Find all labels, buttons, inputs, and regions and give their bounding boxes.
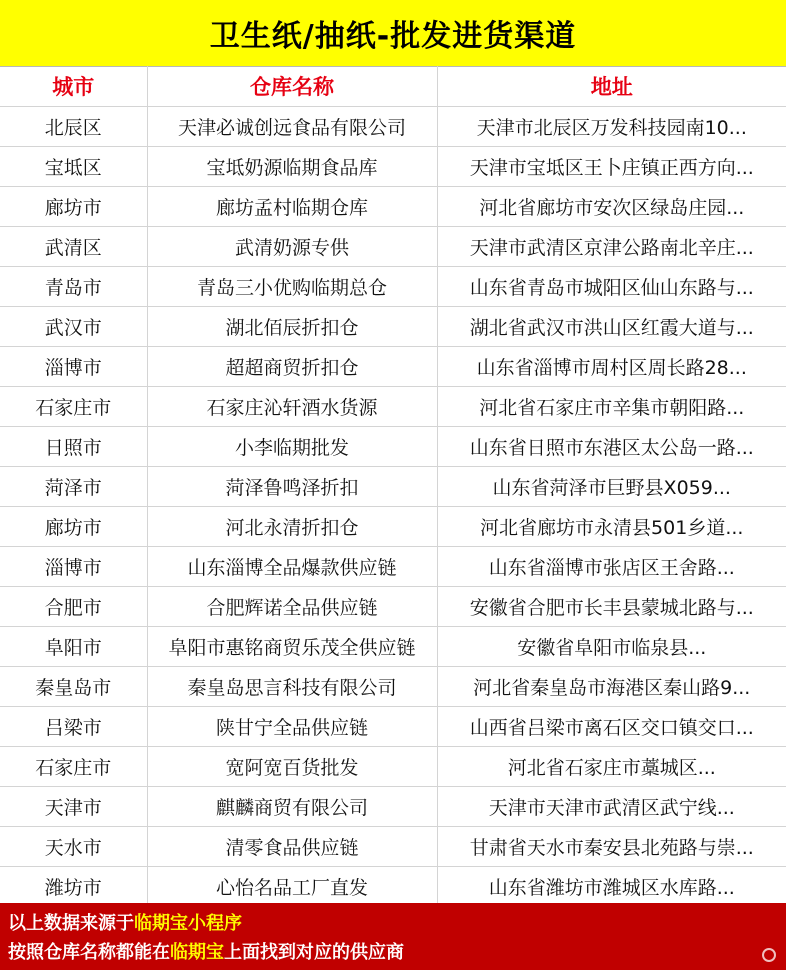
cell-warehouse-name: 合肥辉诺全品供应链 — [147, 587, 437, 627]
header-address: 地址 — [437, 66, 786, 107]
cell-city: 石家庄市 — [0, 747, 147, 787]
supplier-table — [0, 66, 786, 907]
cell-warehouse-name: 山东淄博全品爆款供应链 — [147, 547, 437, 587]
table-row — [0, 387, 786, 427]
cell-city: 合肥市 — [0, 587, 147, 627]
cell-warehouse-name: 菏泽鲁鸣泽折扣 — [147, 467, 437, 507]
table-row — [0, 467, 786, 507]
cell-warehouse-name: 廊坊孟村临期仓库 — [147, 187, 437, 227]
header-warehouse-name: 仓库名称 — [147, 66, 437, 107]
cell-warehouse-name: 河北永清折扣仓 — [147, 507, 437, 547]
cell-address: 河北省廊坊市安次区绿岛庄园... — [437, 187, 786, 227]
cell-address: 甘肃省天水市秦安县北苑路与崇... — [437, 827, 786, 867]
footer-line-2-highlight: 临期宝 — [170, 942, 224, 963]
table-row — [0, 667, 786, 707]
footer-line-1-text: 以上数据来源于 — [8, 913, 134, 934]
cell-city: 宝坻区 — [0, 147, 147, 187]
table-row — [0, 307, 786, 347]
cell-address: 安徽省阜阳市临泉县... — [437, 627, 786, 667]
cell-warehouse-name: 宽阿宽百货批发 — [147, 747, 437, 787]
cell-city: 淄博市 — [0, 347, 147, 387]
table-row — [0, 347, 786, 387]
footer-line-1 — [8, 909, 778, 938]
cell-address: 湖北省武汉市洪山区红霞大道与... — [437, 307, 786, 347]
cell-address: 河北省廊坊市永清县501乡道... — [437, 507, 786, 547]
cell-address: 河北省秦皇岛市海港区秦山路9... — [437, 667, 786, 707]
footer-line-1-highlight: 临期宝小程序 — [134, 913, 242, 934]
cell-city: 天水市 — [0, 827, 147, 867]
cell-address: 山东省菏泽市巨野县X059... — [437, 467, 786, 507]
cell-city: 阜阳市 — [0, 627, 147, 667]
cell-warehouse-name: 武清奶源专供 — [147, 227, 437, 267]
cell-warehouse-name: 超超商贸折扣仓 — [147, 347, 437, 387]
table-row — [0, 147, 786, 187]
cell-warehouse-name: 麒麟商贸有限公司 — [147, 787, 437, 827]
cell-address: 河北省石家庄市藁城区... — [437, 747, 786, 787]
table-row — [0, 227, 786, 267]
cell-warehouse-name: 宝坻奶源临期食品库 — [147, 147, 437, 187]
cell-address: 天津市宝坻区王卜庄镇正西方向... — [437, 147, 786, 187]
header-row — [0, 66, 786, 107]
cell-warehouse-name: 心怡名品工厂直发 — [147, 867, 437, 907]
cell-city: 廊坊市 — [0, 507, 147, 547]
cell-address: 山东省日照市东港区太公岛一路... — [437, 427, 786, 467]
header-city: 城市 — [0, 66, 147, 107]
cell-city: 石家庄市 — [0, 387, 147, 427]
table-row — [0, 707, 786, 747]
table-row — [0, 587, 786, 627]
cell-warehouse-name: 小李临期批发 — [147, 427, 437, 467]
cell-address: 山东省淄博市张店区王舍路... — [437, 547, 786, 587]
cell-address: 山东省青岛市城阳区仙山东路与... — [437, 267, 786, 307]
cell-address: 天津市北辰区万发科技园南10... — [437, 107, 786, 147]
cell-warehouse-name: 湖北佰辰折扣仓 — [147, 307, 437, 347]
table-row — [0, 827, 786, 867]
table-row — [0, 787, 786, 827]
cell-warehouse-name: 石家庄沁轩酒水货源 — [147, 387, 437, 427]
cell-city: 淄博市 — [0, 547, 147, 587]
table-row — [0, 267, 786, 307]
cell-city: 武汉市 — [0, 307, 147, 347]
footer-note — [0, 903, 786, 970]
cell-address: 天津市天津市武清区武宁线... — [437, 787, 786, 827]
cell-address: 山西省吕梁市离石区交口镇交口... — [437, 707, 786, 747]
cell-warehouse-name: 阜阳市惠铭商贸乐茂全供应链 — [147, 627, 437, 667]
page-title: 卫生纸/抽纸-批发进货渠道 — [0, 0, 786, 67]
watermark-icon — [762, 948, 776, 962]
cell-city: 廊坊市 — [0, 187, 147, 227]
cell-warehouse-name: 秦皇岛思言科技有限公司 — [147, 667, 437, 707]
cell-city: 日照市 — [0, 427, 147, 467]
table-row — [0, 507, 786, 547]
footer-line-2-suffix: 上面找到对应的供应商 — [224, 942, 404, 963]
cell-city: 秦皇岛市 — [0, 667, 147, 707]
cell-address: 山东省淄博市周村区周长路28... — [437, 347, 786, 387]
cell-warehouse-name: 陕甘宁全品供应链 — [147, 707, 437, 747]
cell-warehouse-name: 天津必诚创远食品有限公司 — [147, 107, 437, 147]
cell-warehouse-name: 清零食品供应链 — [147, 827, 437, 867]
cell-address: 天津市武清区京津公路南北辛庄... — [437, 227, 786, 267]
cell-city: 吕梁市 — [0, 707, 147, 747]
cell-city: 菏泽市 — [0, 467, 147, 507]
cell-address: 山东省潍坊市潍城区水库路... — [437, 867, 786, 907]
cell-warehouse-name: 青岛三小优购临期总仓 — [147, 267, 437, 307]
table-row — [0, 427, 786, 467]
table-row — [0, 747, 786, 787]
cell-city: 天津市 — [0, 787, 147, 827]
table-row — [0, 547, 786, 587]
cell-address: 安徽省合肥市长丰县蒙城北路与... — [437, 587, 786, 627]
cell-city: 北辰区 — [0, 107, 147, 147]
cell-city: 青岛市 — [0, 267, 147, 307]
table-row — [0, 187, 786, 227]
cell-city: 潍坊市 — [0, 867, 147, 907]
footer-line-2 — [8, 938, 778, 967]
table-row — [0, 107, 786, 147]
cell-city: 武清区 — [0, 227, 147, 267]
table-row — [0, 627, 786, 667]
table-row — [0, 867, 786, 907]
cell-address: 河北省石家庄市辛集市朝阳路... — [437, 387, 786, 427]
footer-line-2-text: 按照仓库名称都能在 — [8, 942, 170, 963]
